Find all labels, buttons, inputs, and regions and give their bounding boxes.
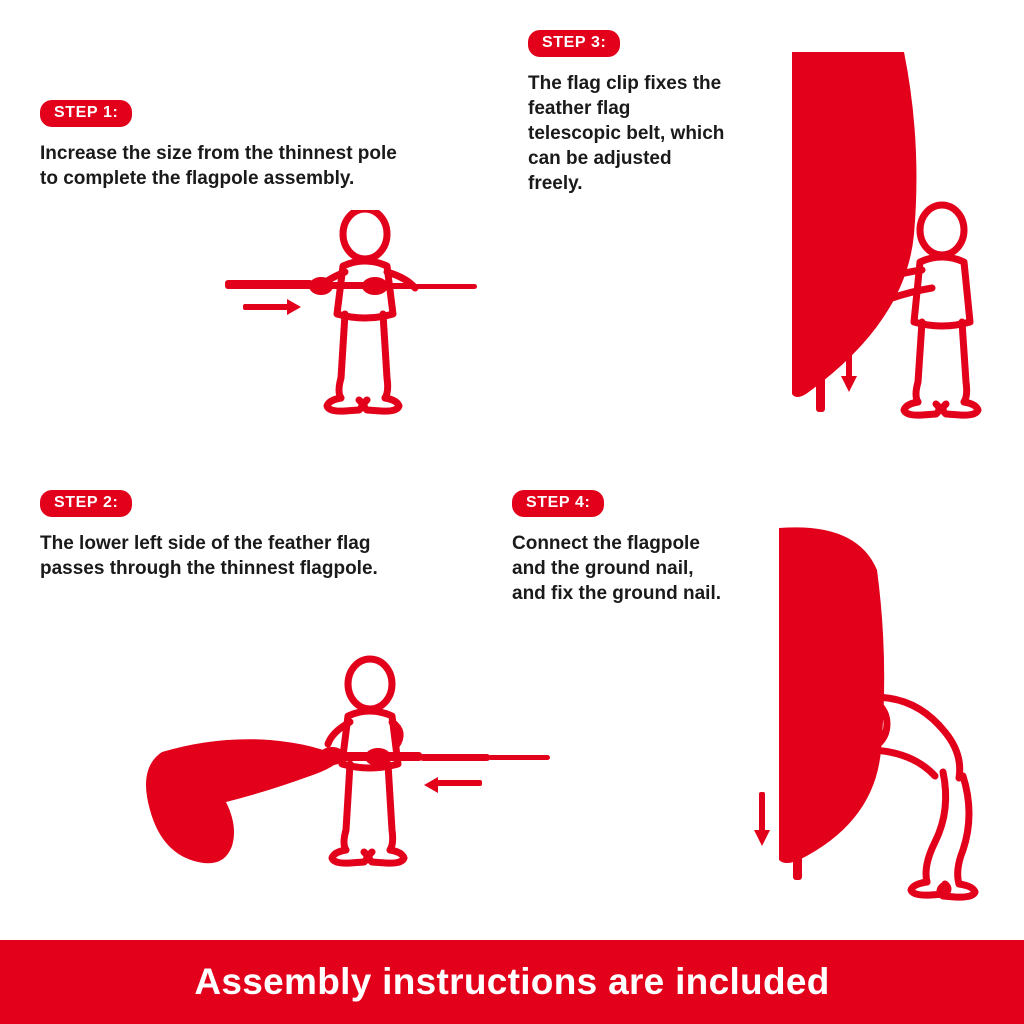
step-1-badge: STEP 1: [40, 100, 132, 127]
step-panel-2 [40, 490, 520, 920]
step-1-text: Increase the size from the thinnest pole to complete the flagpole assembly. [40, 143, 397, 190]
step-panel-3 [528, 30, 1008, 480]
step-2-text: The lower left side of the feather flag passes through the thinnest flagpole. [40, 533, 378, 580]
step-4-illustration [737, 510, 1024, 920]
step-2-illustration [120, 640, 570, 900]
step-3-text: The flag clip fixes the feather flag telescopic belt, which can be adjusted freely. [528, 73, 725, 195]
banner-text: Assembly instructions are included [194, 961, 830, 1002]
step-panel-1 [40, 100, 520, 480]
bottom-banner [0, 940, 1024, 1024]
step-3-badge: STEP 3: [528, 30, 620, 57]
step-2-badge: STEP 2: [40, 490, 132, 517]
step-panel-4 [512, 490, 1012, 920]
step-4-text: Connect the flagpole and the ground nail, and fix the ground nail. [512, 533, 721, 605]
step-1-illustration [225, 210, 485, 425]
step-3-illustration [736, 22, 1024, 472]
step-4-badge: STEP 4: [512, 490, 604, 517]
